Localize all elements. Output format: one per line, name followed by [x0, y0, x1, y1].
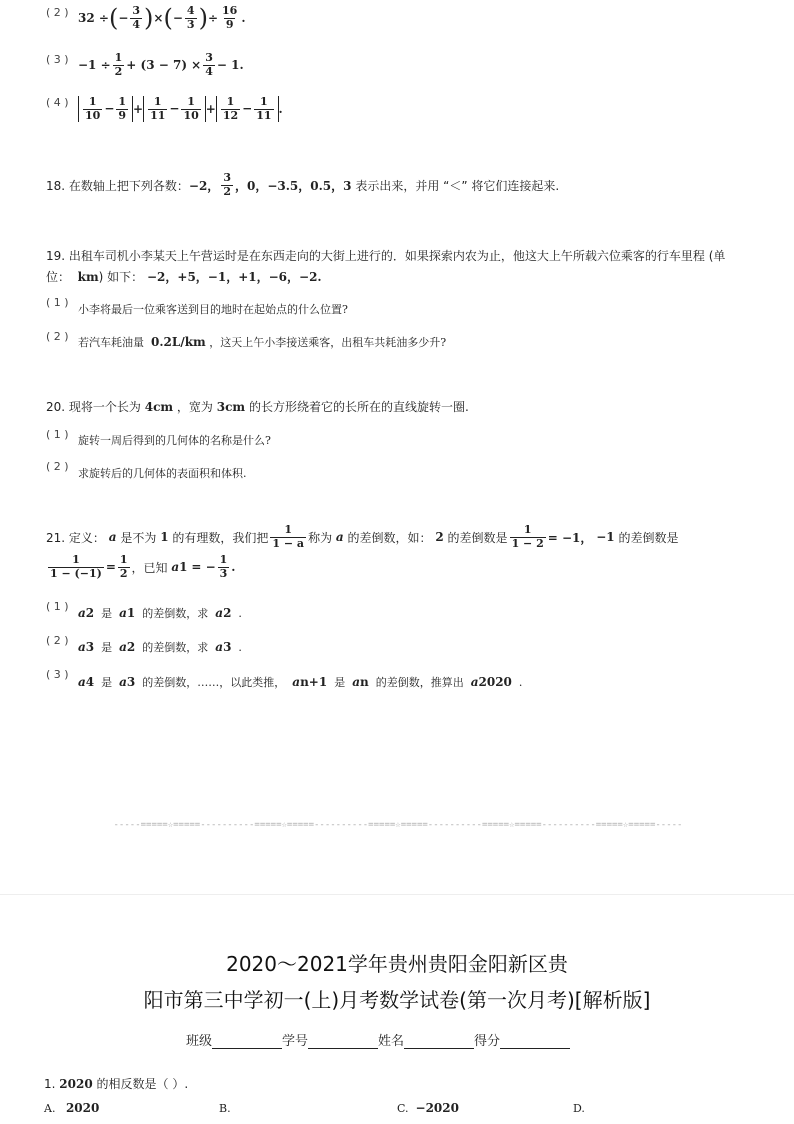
fraction: $\frac{16}{9}$ [222, 3, 238, 31]
question-21-line2: $\frac{1}{1 - (-1)}$ = $\frac{1}{2}$ ，已知 a 1 = − $\frac{1}{3}$ . [50, 553, 236, 580]
q19-part1-number: ( 1 ) [46, 296, 69, 309]
q20-part2-text: 求旋转后的几何体的表面积和体积. [78, 467, 247, 480]
q17-part2-number: ( 2 ) [46, 6, 69, 19]
fraction: $\frac{1}{1 - 2}$ [511, 523, 544, 550]
fraction: $\frac{4}{3}$ [186, 3, 195, 31]
absolute-value: $\frac{1}{10}$ − $\frac{1}{9}$ [78, 96, 133, 122]
option-d: D. [573, 1102, 585, 1115]
q19-part1-text: 小李将最后一位乘客送到目的地时在起始点的什么位置? [78, 303, 348, 316]
q19-part2-text: 若汽车耗油量 0.2L/km ，这天上午小李接送乘客，出租车共耗油多少升? [78, 335, 447, 349]
question-21-line1: 21. 定义： a 是不为 1 的有理数，我们把 $\frac{1}{1 - a}$ 称为 a 的差倒数，如： 2 的差倒数是 $\frac{1}{1 - 2}$ = −1， −1 的差倒数是 [46, 523, 679, 550]
q19-part2-number: ( 2 ) [46, 330, 69, 343]
section-divider: -----=====☆=====----------=====☆=====----------=====☆=====----------=====☆=====----------=====☆=====----- [113, 820, 683, 830]
class-label: 班级 [186, 1034, 213, 1049]
fraction: $\frac{1}{2}$ [114, 51, 123, 78]
q21-part3-number: ( 3 ) [46, 668, 69, 681]
option-c: C. −2020 [397, 1101, 459, 1115]
q21-part2-text: a 3 是 a 2 的差倒数，求 a 3 . [78, 640, 242, 654]
q20-part1-text: 旋转一周后得到的几何体的名称是什么? [78, 434, 271, 447]
fraction: $\frac{1}{2}$ [119, 553, 128, 580]
question-1: 1. 2020 的相反数是（ ）. [44, 1076, 189, 1091]
q20-part2-number: ( 2 ) [46, 460, 69, 473]
class-blank [212, 1034, 282, 1049]
student-info-row [186, 1030, 570, 1049]
exam-title-line2: 阳市第三中学初一(上)月考数学试卷(第一次月考)[解析版] [143, 988, 651, 1012]
option-a: A. 2020 [44, 1101, 100, 1115]
fraction: $\frac{1}{1 - a}$ [272, 523, 305, 550]
score-label: 得分 [474, 1034, 501, 1049]
absolute-value: $\frac{1}{11}$ − $\frac{1}{10}$ [143, 96, 206, 122]
question-18: 18. 在数轴上把下列各数： −2， $\frac{3}{2}$ ，0，−3.5，0.5，3 表示出来，并用 “＜” 将它们连接起来. [46, 171, 560, 198]
fraction: $\frac{3}{4}$ [205, 51, 213, 78]
q21-part1-text: a 2 是 a 1 的差倒数，求 a 2 . [78, 606, 242, 620]
q17-part4-number: ( 4 ) [46, 96, 69, 109]
option-b: B. [219, 1102, 231, 1115]
q21-part3-text: a 4 是 a 3 的差倒数，……，以此类推， a n+1 是 a n 的差倒数，推算出 a 2020 . [78, 675, 523, 689]
absolute-value: $\frac{1}{12}$ − $\frac{1}{11}$ [216, 96, 279, 122]
fraction: $\frac{3}{2}$ [223, 171, 231, 198]
student-id-label: 学号 [282, 1034, 309, 1049]
q20-part1-number: ( 1 ) [46, 428, 69, 441]
q17-part3-expression: −1 ÷ $\frac{1}{2}$ + (3 − 7) × $\frac{3}{4}$ − 1. [78, 51, 244, 78]
name-blank [404, 1034, 474, 1049]
question-20: 20. 现将一个长为 4cm ，宽为 3cm 的长方形绕着它的长所在的直线旋转一圈. [46, 399, 469, 414]
student-id-blank [308, 1034, 378, 1049]
question-19-line1: 19. 出租车司机小李某天上午营运时是在东西走向的大街上进行的．如果探索内农为止，他这大上午所载六位乘客的行车里程 (单 [46, 249, 726, 263]
fraction: $\frac{1}{3}$ [219, 553, 228, 580]
q21-part1-number: ( 1 ) [46, 600, 69, 613]
q21-part2-number: ( 2 ) [46, 634, 69, 647]
score-blank [500, 1034, 570, 1049]
name-label: 姓名 [378, 1034, 405, 1049]
q17-part4-expression: $\frac{1}{10}$ − $\frac{1}{9}$ + $\frac{1}{11}$ − $\frac{1}{10}$ + $\frac{1}{12}$ − $\frac{1}{11}$ . [78, 96, 283, 122]
fraction: $\frac{3}{4}$ [132, 3, 141, 31]
page-break [0, 894, 794, 895]
question-19-line2: 位： km ) 如下： −2，+5，−1，+1，−6，−2. [46, 269, 322, 284]
exam-title-line1: 2020～2021学年贵州贵阳金阳新区贵 [226, 952, 568, 976]
q17-part2-expression: 32 ÷ ( − $\frac{3}{4}$ ) × ( − $\frac{4}{3}$ ) ÷ $\frac{16}{9}$ . [78, 3, 246, 32]
fraction: $\frac{1}{1 - (-1)}$ [50, 553, 102, 580]
q17-part3-number: ( 3 ) [46, 53, 69, 66]
